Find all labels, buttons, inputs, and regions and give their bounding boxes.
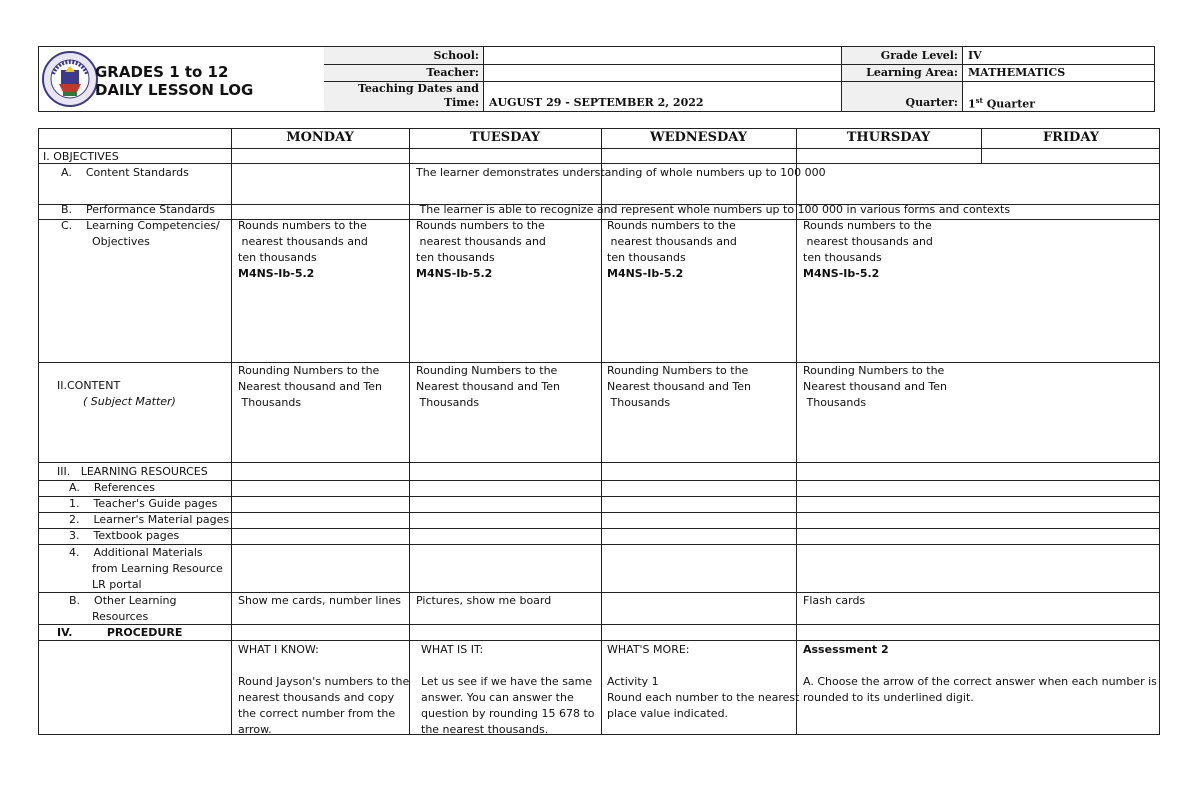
competency-line: nearest thousands and xyxy=(416,235,546,248)
title-line-1: GRADES 1 to 12 xyxy=(95,63,229,81)
quarter-suffix: st xyxy=(975,96,983,105)
quarter-number: 1 xyxy=(968,97,976,111)
competencies-label-line-1: C. Learning Competencies/ xyxy=(61,219,220,232)
quarter-word: Quarter xyxy=(986,97,1036,111)
dates-label-line-2: Time: xyxy=(443,96,479,109)
teacher-label: Teacher: xyxy=(426,66,479,79)
procedure-line: arrow. xyxy=(238,723,272,736)
procedure-line: the nearest thousands. xyxy=(421,723,549,736)
competency-line: ten thousands xyxy=(238,251,317,264)
quarter-label: Quarter: xyxy=(905,96,958,109)
competency-code: M4NS-Ib-5.2 xyxy=(416,267,493,280)
additional-materials-line-3: LR portal xyxy=(92,578,142,591)
day-header-monday: MONDAY xyxy=(286,130,354,145)
procedure-heading-monday: WHAT I KNOW: xyxy=(238,643,319,656)
teacher-field[interactable] xyxy=(489,66,829,80)
procedure-heading: IV. PROCEDURE xyxy=(57,626,183,639)
competency-wednesday xyxy=(607,218,737,282)
content-line: Thousands xyxy=(416,396,480,409)
procedure-line: place value indicated. xyxy=(607,707,729,720)
day-header-friday: FRIDAY xyxy=(1042,130,1100,145)
competency-code: M4NS-Ib-5.2 xyxy=(607,267,684,280)
procedure-monday xyxy=(238,642,409,738)
content-line: Rounding Numbers to the xyxy=(607,364,749,377)
content-thursday xyxy=(803,363,947,411)
procedure-line: the correct number from the xyxy=(238,707,396,720)
info-grid xyxy=(324,47,1154,111)
learning-resources-heading: III. LEARNING RESOURCES xyxy=(57,465,208,478)
procedure-line: Round each number to the nearest xyxy=(607,691,800,704)
additional-materials-line-2: from Learning Resource xyxy=(92,562,223,575)
content-line: Thousands xyxy=(238,396,302,409)
procedure-wednesday xyxy=(607,642,799,722)
competency-line: ten thousands xyxy=(803,251,882,264)
procedure-heading-wednesday: WHAT'S MORE: xyxy=(607,643,690,656)
content-line: Thousands xyxy=(803,396,867,409)
content-line: Rounding Numbers to the xyxy=(238,364,380,377)
performance-standards-text: The learner is able to recognize and represent whole numbers up to 100 000 in various forms and contexts xyxy=(416,203,1011,216)
procedure-line: nearest thousands and copy xyxy=(238,691,395,704)
teachers-guide-label: 1. Teacher's Guide pages xyxy=(69,497,218,510)
other-resources-monday: Show me cards, number lines xyxy=(238,594,401,607)
competencies-label-line-2: Objectives xyxy=(92,235,150,248)
procedure-line: Activity 1 xyxy=(607,675,659,688)
procedure-tuesday xyxy=(421,642,594,738)
procedure-line: answer. You can answer the xyxy=(421,691,574,704)
content-line: Nearest thousand and Ten xyxy=(803,380,948,393)
lesson-log-table xyxy=(38,128,1160,735)
textbook-label: 3. Textbook pages xyxy=(69,529,180,542)
content-tuesday xyxy=(416,363,560,411)
school-label: School: xyxy=(433,49,479,62)
content-standards-label: A. Content Standards xyxy=(61,166,189,179)
content-wednesday xyxy=(607,363,751,411)
competency-code: M4NS-Ib-5.2 xyxy=(238,267,315,280)
competency-line: nearest thousands and xyxy=(607,235,737,248)
deped-seal-logo xyxy=(41,50,99,108)
dates-field[interactable]: AUGUST 29 - SEPTEMBER 2, 2022 xyxy=(489,96,704,109)
other-resources-line-2: Resources xyxy=(92,610,149,623)
procedure-line: question by rounding 15 678 to xyxy=(421,707,595,720)
competency-line: Rounds numbers to the xyxy=(238,219,367,232)
day-header-tuesday: TUESDAY xyxy=(469,130,541,145)
references-label: A. References xyxy=(69,481,155,494)
procedure-line: Round Jayson's numbers to the xyxy=(238,675,410,688)
additional-materials-line-1: 4. Additional Materials xyxy=(69,546,203,559)
competency-monday xyxy=(238,218,368,282)
content-standards-text: The learner demonstrates understanding of whole numbers up to 100 000 xyxy=(416,166,826,179)
procedure-thursday xyxy=(803,642,1157,706)
other-resources-thursday: Flash cards xyxy=(803,594,866,607)
title-line-2: DAILY LESSON LOG xyxy=(95,81,254,99)
competency-line: ten thousands xyxy=(607,251,686,264)
competency-line: Rounds numbers to the xyxy=(607,219,736,232)
school-field[interactable] xyxy=(489,49,829,63)
performance-standards-label: B. Performance Standards xyxy=(61,203,216,216)
competency-line: nearest thousands and xyxy=(238,235,368,248)
content-line: Rounding Numbers to the xyxy=(803,364,945,377)
competency-line: nearest thousands and xyxy=(803,235,933,248)
competency-thursday xyxy=(803,218,933,282)
procedure-heading-tuesday: WHAT IS IT: xyxy=(421,643,484,656)
procedure-heading-thursday: Assessment 2 xyxy=(803,643,889,656)
competency-tuesday xyxy=(416,218,546,282)
other-resources-line-1: B. Other Learning xyxy=(69,594,177,607)
day-header-thursday: THURSDAY xyxy=(846,130,931,145)
other-resources-tuesday: Pictures, show me board xyxy=(416,594,552,607)
quarter-field[interactable] xyxy=(968,96,1035,111)
content-line: Rounding Numbers to the xyxy=(416,364,558,377)
content-monday xyxy=(238,363,382,411)
grade-level-field[interactable]: IV xyxy=(968,49,982,62)
grade-level-label: Grade Level: xyxy=(880,49,958,62)
day-header-wednesday: WEDNESDAY xyxy=(650,130,747,145)
subject-matter-label: ( Subject Matter) xyxy=(83,395,176,408)
competency-line: Rounds numbers to the xyxy=(803,219,932,232)
content-line: Nearest thousand and Ten xyxy=(607,380,752,393)
content-line: Thousands xyxy=(607,396,671,409)
learners-material-label: 2. Learner's Material pages xyxy=(69,513,230,526)
dates-label-line-1: Teaching Dates and xyxy=(357,82,479,95)
content-line: Nearest thousand and Ten xyxy=(416,380,561,393)
learning-area-label: Learning Area: xyxy=(866,66,958,79)
procedure-line: A. Choose the arrow of the correct answer when each number is xyxy=(803,675,1157,688)
procedure-line: rounded to its underlined digit. xyxy=(803,691,974,704)
header-box xyxy=(38,46,1155,112)
procedure-line: Let us see if we have the same xyxy=(421,675,593,688)
content-heading: II.CONTENT xyxy=(57,379,121,392)
competency-line: ten thousands xyxy=(416,251,495,264)
learning-area-field[interactable]: MATHEMATICS xyxy=(968,66,1066,79)
content-line: Nearest thousand and Ten xyxy=(238,380,383,393)
competency-code: M4NS-Ib-5.2 xyxy=(803,267,880,280)
competency-line: Rounds numbers to the xyxy=(416,219,545,232)
objectives-heading: I. OBJECTIVES xyxy=(43,150,119,163)
